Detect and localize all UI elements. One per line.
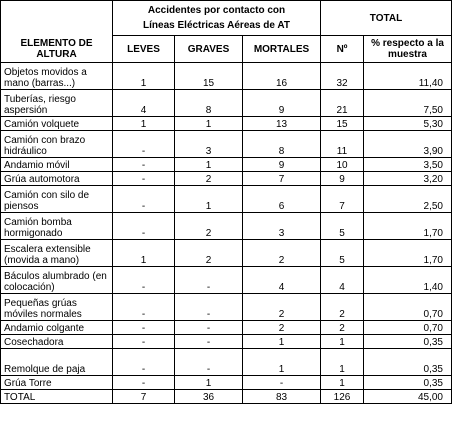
header-numero: Nº — [321, 36, 364, 63]
row-name: Cosechadora — [1, 335, 113, 349]
cell-mortales: 2 — [243, 321, 321, 335]
table-row — [1, 335, 452, 349]
cell-numero: 10 — [321, 158, 364, 172]
cell-graves: 1 — [175, 376, 243, 390]
cell-porcentaje: 2,50 — [364, 186, 452, 213]
cell-mortales: 6 — [243, 186, 321, 213]
cell-mortales: 1 — [243, 335, 321, 349]
cell-mortales: 2 — [243, 240, 321, 267]
cell-porcentaje: 1,40 — [364, 267, 452, 294]
row-name: Andamio móvil — [1, 158, 113, 172]
table-row — [1, 63, 452, 90]
row-name: Grúa Torre — [1, 376, 113, 390]
cell-leves: - — [113, 349, 175, 376]
row-name: Andamio colgante — [1, 321, 113, 335]
cell-leves: 7 — [113, 390, 175, 404]
cell-graves: 2 — [175, 240, 243, 267]
row-name: Objetos movidos a mano (barras...) — [1, 63, 113, 90]
cell-numero: 32 — [321, 63, 364, 90]
cell-mortales: 9 — [243, 158, 321, 172]
cell-leves: 1 — [113, 63, 175, 90]
cell-porcentaje: 0,35 — [364, 335, 452, 349]
table-row — [1, 172, 452, 186]
cell-leves: - — [113, 321, 175, 335]
cell-mortales: 83 — [243, 390, 321, 404]
cell-numero: 2 — [321, 321, 364, 335]
header-graves: GRAVES — [175, 36, 243, 63]
header-porcentaje: % respecto a la muestra — [364, 36, 452, 63]
cell-leves: - — [113, 267, 175, 294]
row-name: Escalera extensible (movida a mano) — [1, 240, 113, 267]
row-name: Tuberías, riesgo aspersión — [1, 90, 113, 117]
cell-leves: - — [113, 213, 175, 240]
cell-graves: - — [175, 349, 243, 376]
header-leves: LEVES — [113, 36, 175, 63]
cell-numero: 1 — [321, 376, 364, 390]
cell-graves: - — [175, 294, 243, 321]
cell-graves: 36 — [175, 390, 243, 404]
table-row — [1, 186, 452, 213]
cell-mortales: 16 — [243, 63, 321, 90]
cell-leves: - — [113, 294, 175, 321]
cell-numero: 21 — [321, 90, 364, 117]
row-name: Pequeñas grúas móviles normales — [1, 294, 113, 321]
header-accidentes-line2: Líneas Eléctricas Aéreas de AT — [143, 20, 290, 31]
row-name: Remolque de paja — [1, 349, 113, 376]
cell-mortales: 9 — [243, 90, 321, 117]
cell-graves: 8 — [175, 90, 243, 117]
table-row — [1, 158, 452, 172]
cell-numero: 1 — [321, 335, 364, 349]
cell-numero: 1 — [321, 349, 364, 376]
cell-graves: 2 — [175, 213, 243, 240]
cell-porcentaje: 3,50 — [364, 158, 452, 172]
cell-leves: - — [113, 186, 175, 213]
cell-numero: 2 — [321, 294, 364, 321]
cell-porcentaje: 0,35 — [364, 376, 452, 390]
cell-graves: 1 — [175, 158, 243, 172]
cell-numero: 5 — [321, 213, 364, 240]
cell-numero: 15 — [321, 117, 364, 131]
cell-porcentaje: 0,70 — [364, 294, 452, 321]
cell-numero: 5 — [321, 240, 364, 267]
cell-leves: 1 — [113, 117, 175, 131]
header-accidentes-line1: Accidentes por contacto con — [147, 5, 286, 16]
row-name: TOTAL — [1, 390, 113, 404]
table-row — [1, 321, 452, 335]
cell-mortales: 7 — [243, 172, 321, 186]
cell-mortales: 1 — [243, 349, 321, 376]
cell-mortales: 2 — [243, 294, 321, 321]
cell-porcentaje: 45,00 — [364, 390, 452, 404]
cell-leves: - — [113, 172, 175, 186]
row-name: Camión volquete — [1, 117, 113, 131]
cell-numero: 4 — [321, 267, 364, 294]
cell-leves: - — [113, 158, 175, 172]
header-elemento: ELEMENTO DE ALTURA — [1, 1, 113, 63]
cell-porcentaje: 5,30 — [364, 117, 452, 131]
cell-graves: 1 — [175, 117, 243, 131]
cell-porcentaje: 0,70 — [364, 321, 452, 335]
cell-numero: 126 — [321, 390, 364, 404]
row-name: Camión con silo de piensos — [1, 186, 113, 213]
header-mortales: MORTALES — [243, 36, 321, 63]
cell-graves: - — [175, 321, 243, 335]
header-total: TOTAL — [321, 1, 452, 36]
table-row — [1, 131, 452, 158]
cell-mortales: 4 — [243, 267, 321, 294]
cell-leves: 1 — [113, 240, 175, 267]
cell-graves: 2 — [175, 172, 243, 186]
table-row — [1, 294, 452, 321]
cell-graves: 1 — [175, 186, 243, 213]
table-row — [1, 213, 452, 240]
cell-numero: 7 — [321, 186, 364, 213]
row-name: Grúa automotora — [1, 172, 113, 186]
cell-mortales: 8 — [243, 131, 321, 158]
cell-graves: - — [175, 267, 243, 294]
cell-porcentaje: 1,70 — [364, 240, 452, 267]
cell-porcentaje: 7,50 — [364, 90, 452, 117]
table-row — [1, 240, 452, 267]
cell-leves: - — [113, 131, 175, 158]
total-row — [1, 390, 452, 404]
cell-leves: - — [113, 376, 175, 390]
cell-graves: - — [175, 335, 243, 349]
row-name: Báculos alumbrado (en colocación) — [1, 267, 113, 294]
table-row — [1, 90, 452, 117]
table-row — [1, 349, 452, 376]
cell-leves: - — [113, 335, 175, 349]
cell-numero: 11 — [321, 131, 364, 158]
cell-porcentaje: 3,20 — [364, 172, 452, 186]
cell-graves: 15 — [175, 63, 243, 90]
cell-mortales: 3 — [243, 213, 321, 240]
row-name: Camión bomba hormigonado — [1, 213, 113, 240]
cell-numero: 9 — [321, 172, 364, 186]
cell-porcentaje: 1,70 — [364, 213, 452, 240]
header-accidentes — [113, 1, 321, 36]
cell-mortales: - — [243, 376, 321, 390]
cell-leves: 4 — [113, 90, 175, 117]
cell-porcentaje: 11,40 — [364, 63, 452, 90]
table-row — [1, 117, 452, 131]
row-name: Camión con brazo hidráulico — [1, 131, 113, 158]
cell-porcentaje: 0,35 — [364, 349, 452, 376]
cell-graves: 3 — [175, 131, 243, 158]
cell-porcentaje: 3,90 — [364, 131, 452, 158]
table-row — [1, 267, 452, 294]
table-row — [1, 376, 452, 390]
cell-mortales: 13 — [243, 117, 321, 131]
